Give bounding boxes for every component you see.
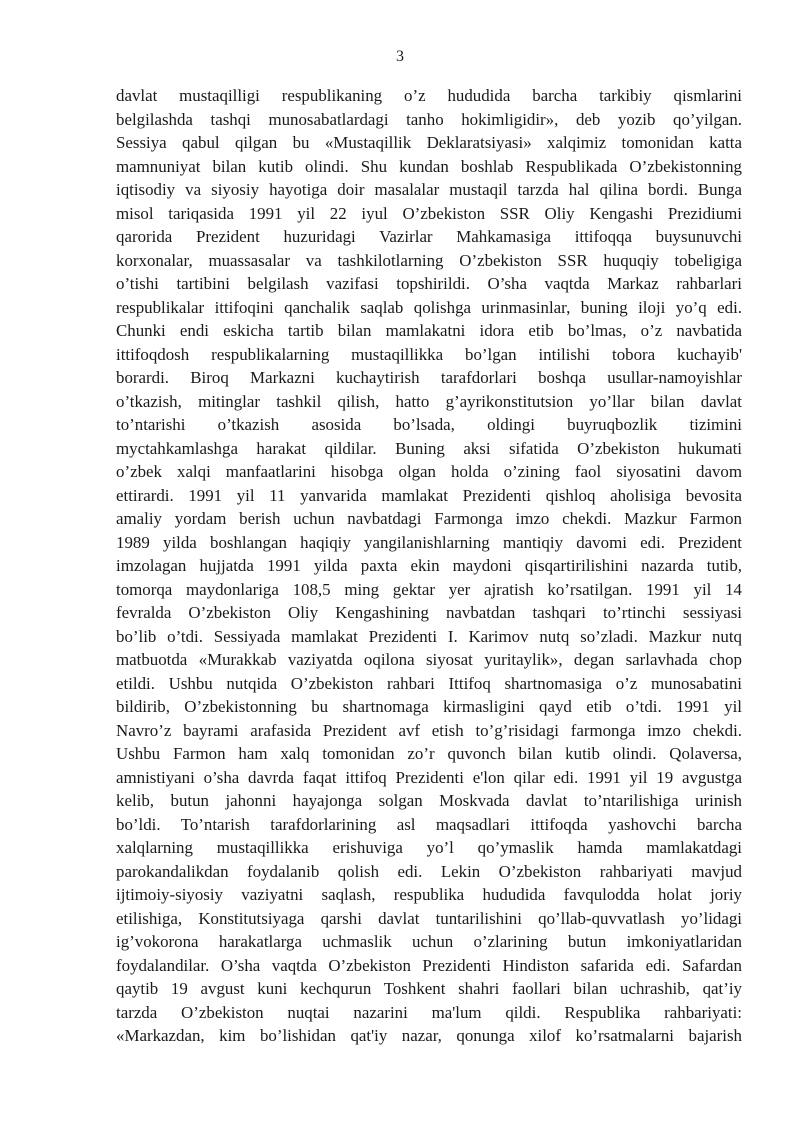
text-line: kelib, butun jahonni hayajonga solgan Moskvada davlat to’ntarilishiga urinish (116, 791, 742, 810)
text-line: tomorqa maydonlariga 108,5 ming gektar yer ajratish ko’rsatilgan. 1991 yil 14 (116, 579, 742, 599)
text-line: ig’vokorona harakatlarga uchmaslik uchun o’zlarining butun imkoniyatlaridan (116, 932, 742, 951)
text-line: Sessiya qabul qilgan bu «Mustaqillik Deklaratsiyasi» xalqimiz tomonidan katta (116, 133, 742, 152)
text-line: ijtimoiy-siyosiy vaziyatni saqlash, respublika hududida favqulodda holat joriy (116, 885, 742, 904)
text-line: Navro’z bayrami arafasida Prezident avf etish to’g’risidagi farmonga imzo chekdi. (116, 720, 742, 740)
text-line: 1989 yilda boshlangan haqiqiy yangilanishlarning mantiqiy davomi edi. Prezident (116, 532, 742, 552)
text-line: xalqlarning mustaqillikka erishuviga yo’l qo’ymaslik hamda mamlakatdagi (116, 838, 742, 857)
page-number: 3 (396, 48, 404, 65)
text-line: tarzda O’zbekiston nuqtai nazarini ma'lum qildi. Respublika rahbariyati: (116, 1002, 742, 1022)
text-line: qarorida Prezident huzuridagi Vazirlar Mahkamasiga ittifoqqa buysunuvchi (116, 227, 742, 246)
text-line: borardi. Biroq Markazni kuchaytirish tarafdorlari boshqa usullar-namoyishlar (116, 368, 742, 387)
text-line: amnistiyani o’sha davrda faqat ittifoq Prezidenti e'lon qilar edi. 1991 yil 19 avgustga (116, 767, 742, 787)
text-line: myctahkamlashga harakat qildilar. Buning aksi sifatida O’zbekiston hukumati (116, 438, 742, 458)
text-line: etildi. Ushbu nutqida O’zbekiston rahbari Ittifoq shartnomasiga o’z munosabatini (116, 673, 742, 693)
text-line: misol tariqasida 1991 yil 22 iyul O’zbekiston SSR Oliy Kengashi Prezidiumi (116, 203, 742, 223)
text-line: korxonalar, muassasalar va tashkilotlarning O’zbekiston SSR huquqiy tobeligiga (116, 250, 742, 270)
text-line: o’tkazish, mitinglar tashkil qilish, hatto g’ayrikonstitutsion yo’llar bilan davlat (116, 391, 742, 411)
text-line: ittifoqdosh respublikalarning mustaqillikka bo’lgan intilishi tobora kuchayib' (116, 344, 742, 364)
text-line: foydalandilar. O’sha vaqtda O’zbekiston Prezidenti Hindiston safarida edi. Safardan (116, 955, 742, 975)
text-line: matbuotda «Murakkab vaziyatda oqilona siyosat yuritaylik», degan sarlavhada chop (116, 650, 742, 669)
body-text (116, 84, 742, 1048)
text-line: bo’ldi. To’ntarish tarafdorlarining asl maqsadlari ittifoqda yashovchi barcha (116, 814, 742, 834)
text-line: etilishiga, Konstitutsiyaga qarshi davlat tuntarilishini qo’llab-quvvatlash yo’lidagi (116, 908, 742, 928)
text-line: to’ntarishi o’tkazish asosida bo’lsada, oldingi buyruqbozlik tizimini (116, 415, 742, 434)
text-line: Ushbu Farmon ham xalq tomonidan zo’r quvonch bilan kutib olindi. Qolaversa, (116, 744, 742, 763)
text-line: davlat mustaqilligi respublikaning o’z hududida barcha tarkibiy qismlarini (116, 86, 742, 105)
text-line: amaliy yordam berish uchun navbatdagi Farmonga imzo chekdi. Mazkur Farmon (116, 509, 742, 528)
text-line: iqtisodiy va siyosiy hayotiga doir masalalar mustaqil tarzda hal qilina bordi. Bunga (116, 180, 742, 199)
text-line: fevralda O’zbekiston Oliy Kengashining navbatdan tashqari to’rtinchi sessiyasi (116, 603, 742, 622)
text-line: parokandalikdan foydalanib qolish edi. Lekin O’zbekiston rahbariyati mavjud (116, 861, 742, 881)
text-line: belgilashda tashqi munosabatlardagi tanho hokimligidir», deb yozib qo’yilgan. (116, 109, 742, 129)
text-line: mamnuniyat bilan kutib olindi. Shu kundan boshlab Respublikada O’zbekistonning (116, 156, 742, 176)
text-line: «Markazdan, kim bo’lishidan qat'iy nazar, qonunga xilof ko’rsatmalarni bajarish (116, 1026, 742, 1045)
text-line: bo’lib o’tdi. Sessiyada mamlakat Prezidenti I. Karimov nutq so’zladi. Mazkur nutq (116, 626, 742, 646)
text-line: Chunki endi eskicha tartib bilan mamlakatni idora etib bo’lmas, o’z navbatida (116, 321, 742, 340)
text-line: imzolagan hujjatda 1991 yilda paxta ekin maydoni qisqartirilishini nazarda tutib, (116, 556, 742, 575)
text-line: ettirardi. 1991 yil 11 yanvarida mamlakat Prezidenti qishloq aholisiga bevosita (116, 485, 742, 505)
text-line: o’zbek xalqi manfaatlarini hisobga olgan holda o’zining faol siyosatini davom (116, 462, 742, 481)
text-line: bildirib, O’zbekistonning bu shartnomaga kirmasligini qayd etib o’tdi. 1991 yil (116, 697, 742, 716)
text-line: qaytib 19 avgust kuni kechqurun Toshkent shahri faollari bilan uchrashib, qat’iy (116, 979, 742, 998)
text-line: o’tishi tartibini belgilash vazifasi topshirildi. O’sha vaqtda Markaz rahbarlari (116, 274, 742, 293)
text-line: respublikalar ittifoqini qanchalik saqlab qolishga urinmasinlar, buning iloji yo’q edi. (116, 297, 742, 317)
